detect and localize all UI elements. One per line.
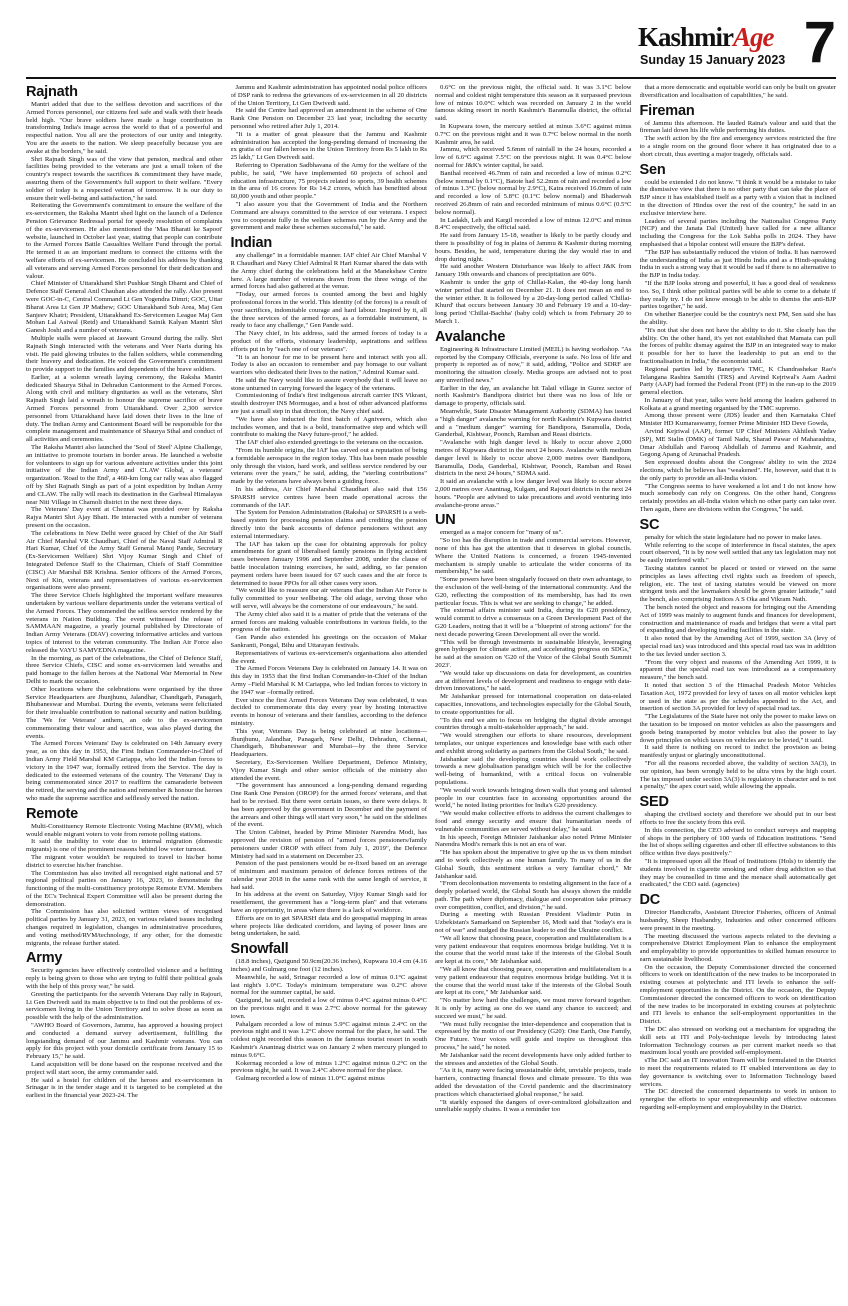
article-headline: Army [26,950,63,967]
article-paragraph: "It's not that she does not have the ability to do it. She clearly has the ability. On the other hand, it's yet not established that Mamata can pull the forces of public dismay against the BJP in an integrated way to make it possible for her to have the leadership to put an end to the fractionalisation in India," the economist said. [639,326,836,365]
article-paragraph: He said from January 15-18, weather is likely to be partly cloudy and there is possibility of fog in plains of Jammu & Kashmir during morning hours. Besides, he said, temperature during the day would rise in and drop during night. [435,232,632,263]
article-paragraph: (18.8 inches), Qazigund 50.9cm(20.36 inches), Kupwara 10.4 cm (4.16 inches) and Gulmarg one foot (12 inches). [230,958,427,974]
article-paragraph: shaping the civilised society and therefore we should put in our best efforts to free the society from this evil. [639,811,836,826]
article-paragraph: "We all know that choosing peace, cooperation and multilateralism is a very patient endeavour that requires enormous bridge building. Yet it is the course that the world must take if the interests of the Global South are kept at its core," Mr Jaishankar said. [435,966,632,997]
page-number: 7 [803,10,836,75]
article-paragraph: of Jammu this afternoon. He lauded Raina's valour and said that the fireman laid down his life while performing his duties. [639,119,836,135]
article-paragraph: The Union Cabinet, headed by Prime Minister Narendra Modi, has approved the revision of pension of "armed forces pensioners/family pensioners under OROP with effect from July 1, 2019", the Defence Ministry had said in a statement on December 23. [230,829,427,860]
article-paragraph: Mr Jaishankar pressed for international cooperation on data-related capacities, innovations, and technologies especially for the Global South, to create opportunities for all. [435,693,632,716]
article-paragraph: Ever since the first Armed Forces Veterans Day was celebrated, it was decided to commemorate this day every year by hosting interactive events in honour of veterans and their families, according to the defence ministry. [230,696,427,727]
article-headline: Fireman [639,102,695,119]
article-paragraph: Greeting the participants for the seventh Veterans Day rally in Rajouri, Lt Gen Dwivedi said its main objective is to find out the problems of ex-servicemen living in the Union Territory and to solve those as soon as possible with the help of the administration. [26,990,223,1022]
article-paragraph: "I also assure you that the Government of India and the Northern Command are always committed to the service of our veterans. I expect you to cooperate fully in the welfare schemes run by the Army and the government and make these schemes successful," he said. [230,200,427,232]
article-paragraph: The Armed Forces Veterans' Day is celebrated on 14th January every year, as on this day in 1953, the First Indian Commander-in-Chief of Indian Army Field Marshal KM Cariappa, who led the Indian forces to victory in the 1947 war, formally retired from the Service. The day is dedicated to the esteemed veterans of the country. The Veterans' Day is being commemorated since 2017 to reaffirm the camaraderie between the retired, the serving and the nation and remember & honour the heroes who made the supreme sacrifice and selflessly served the nation. [26,740,223,802]
article-paragraph: "We would work towards bringing down walls that young and talented people in our countries face in accessing opportunities around the world," he noted listing priorities for India's G20 presidency. [435,786,632,810]
article-paragraph: "We would like to reassure our air veterans that the Indian Air Force is fully committed to your wellbeing. The old adage, serving those who will serve, will always be the cornerstone of our endeavours," he said. [230,587,427,610]
article-headline: Remote [26,805,78,822]
article-paragraph: "Avalanche with high danger level is likely to occur above 2,000 metres of Kupwara district in the next 24 hours. Avalanche with medium danger level is likely to occur above 2,000 metres over Bandipora, Baramulla, Doda, Ganderbal, Kishtwar, Poonch, Ramban and Reasi districts in the next 24 hours," SDMA said. [435,439,632,478]
article-headline: SC [639,516,660,533]
article-paragraph: Multi-Constituency Remote Electronic Voting Machine (RVM), which would enable migrant voters to vote from remote polling stations. [26,822,223,838]
article-headline: DC [639,892,661,909]
article-paragraph: "For all the reasons recorded above, the validity of section 3A(3), in our opinion, has been wrongly held to be ultra vires by the high court. The tax imposed under section 3A(3) is regulatory in character and is not a penalty," the apex court said, while allowing the appeals. [639,759,836,791]
logo-word-age: Age [733,22,774,52]
article-paragraph: "The Congress seems to have weakened a lot and I do not know how much somebody can rely on Congress. On the other hand, Congress certainly provides an all-India vision which no other party can take over. Then again, there are divisions within the Congress," he said. [639,482,836,514]
article-paragraph: that a more democratic and equitable world can only be built on greater diversification and localisation of capabilities," he said. [639,84,836,99]
article-headline: UN [435,512,456,529]
article-paragraph: 0.6°C on the previous night, the official said. It was 3.1°C below normal and coldest night temperature this season as it surpassed previous low of minus 10.0°C which was recorded on January 2 in the world famous skiing resort in north Kashmir's Baramulla district, the official said. [435,84,632,123]
article-paragraph: During a meeting with Russian President Vladimir Putin in Uzbekistan's Samarkand on September 16, Modi said that "today's era is not of war" and nudged the Russian leader to end the Ukraine conflict. [435,911,632,935]
article-paragraph: In his address, Air Chief Marshal Chaudhari also said that 156 SPARSH service centres have been made operational across the commands of the IAF. [230,486,427,509]
article-paragraph: Jammu, which received 5.6mm of rainfall in the 24 hours, recorded a low of 6.6°C against 7.5°C on the previous night. It was 0.4°C below normal for J&K's winter capital, he said. [435,146,632,169]
article-paragraph: "From the very object and reasons of the Amending Act 1999, it is apparent that the special road tax was introduced as a compensatory measure," the bench said. [639,658,836,682]
article-paragraph: Jaishankar said the developing countries should work collectively towards a new globalisation paradigm which will be for the collective well-being of humankind, with a critical focus on vulnerable populations. [435,755,632,786]
article-paragraph: Meanwhile, he said, Srinagar recorded a low of minus 0.1°C against last night's 1.0°C. Today's minimum temperature was 0.2°C above normal for the summer capital, he said. [230,973,427,997]
logo-word-kashmir: Kashmir [638,22,734,52]
article-paragraph: The Veterans' Day event at Chennai was presided over by Raksha Rajya Mantri Shri Ajay Bhatt. He interacted with a number of veterans present on the occasion. [26,506,223,530]
article-paragraph: Kokernag recorded a low of minus 1.2°C against minus 0.2°C on the previous night, he said. It was 2.4°C above normal for the place. [230,1059,427,1075]
article-paragraph: "The government has announced a long-pending demand regarding One Rank One Pension (OROP) for the armed forces' veterans, and that had to be revised. But there were certain issues, so there were delays. It has been approved by the government in December and the payment of the arrears and other things will start very soon," he said on the sidelines of the event. [230,782,427,829]
article-paragraph: "We must fully recognise the inter-dependence and cooperation that is expressed by the motto of our Presidency (G20): One Earth, One Family, One Future. Your voices will guide and inspire us throughout this process," he said," he noted. [435,1020,632,1052]
article-paragraph: "From decolonisation movements to resisting alignment in the face of a deeply polarised world, the Global South has always shown the middle path. The path where diplomacy, dialogue and cooperation take primacy over competition, conflict, and division," he said. [435,880,632,911]
article-columns [26,84,836,1298]
article-paragraph: Multiple stalls were placed at Jaswant Ground during the rally. Shri Rajnath Singh interacted with the veterans and Veer Naris during his visit. He paid glowing tributes to the fallen soldiers, while commending their bravery and dedication. He voiced the Government's commitment to provide support to the families and dependents of the brave soldiers. [26,334,223,374]
article-paragraph: emerged as a major concern for "many of us". [440,529,563,537]
article-paragraph: He said the Navy would like to assure everybody that it will leave no stone unturned in carrying forward the legacy of the veterans. [230,376,427,392]
article-paragraph: "As it is, many were facing unsustainable debt, unviable projects, trade barriers, contracting financial flows and climate pressure. To this was added the devastation of the Covid pandemic and the discriminatory practices which characterised global response," he said. [435,1067,632,1098]
article-paragraph: Commissioning of India's first indigenous aircraft carrier INS Vikrant, stealth destroyer INS Mormugao, and a host of other advanced platforms are just a small step in that direction, the Navy chief said. [230,392,427,416]
article-paragraph: "Some powers have been singularly focused on their own advantage, to the exclusion of the well-being of the international community. And the G20, reflecting the composition of its membership, has had its own particular focus. This is what we are seeking to change," he added. [435,576,632,607]
article-paragraph: Leaders of several parties including the Nationalist Congress Party (NCP) and the Janata Dal (United) have called for a new alliance including the Congress for the Lok Sabha polls in 2024. They have emphasised that a bipolar contest will ensure the BJP's defeat. [639,217,836,248]
article-paragraph: On whether Banerjee could be the country's next PM, Sen said she has the ability. [639,311,836,326]
article-paragraph: Qazigund, he said, recorded a low of minus 0.4°C against minus 0.4°C on the previous night and it was 2.7°C above normal for the gateway town. [230,997,427,1020]
article-headline: Avalanche [435,328,506,345]
article-paragraph: Gulmarg recorded a low of minus 11.0°C against minus [235,1075,385,1083]
article-paragraph: could be extended I do not know. "I think it would be a mistake to take the dismissive view that there is no other party that can take the place of BJP since it has established itself as a party with a vision that is inclined in the direction of Hindus over the rest of the country," he said in an exclusive interview here. [639,178,836,217]
article-paragraph: "We all know that choosing peace, cooperation and multilateralism is a very patient endeavour that requires enormous bridge building. Yet it is the course that the world must take if the interests of the Global South are kept at its core," Mr Jaishankar said. [435,934,632,966]
article-paragraph: "So too has the disruption in trade and commercial services. However, none of this has got the attention that it deserves in global councils. Where the United Nations is concerned, a frozen 1945-invented mechanism is simply unable to articulate the wider concerns of its membership," he said. [435,537,632,576]
article-paragraph: "We would take up discussions on data for development, as countries are at different levels of development and readiness to engage with data-driven innovations," he said. [435,669,632,693]
article-paragraph: Regional parties led by Banerjee's TMC, K Chandrashekar Rao's Telangana Rashtra Samithi (TRS) and Arvind Kejriwal's Aam Aadmi Party (AAP) had formed the Federal Front (FF) in the run-up to the 2019 general election. [639,365,836,397]
article-paragraph: The migrant voter wouldn't be required to travel to his/her home district to exercise his/her franchise. [26,853,223,869]
article-paragraph: He said the Centre had approved an amendment in the scheme of One Rank One Pension on December 23 last year, including the security personnel who retired after July 1, 2014. [230,107,427,130]
article-paragraph: "We would strengthen our efforts to share resources, development templates, our unique experiences and knowledge base with each other and exhibit strong solidarity as partners from the Global South," he said. [435,732,632,755]
article-paragraph: Land acquisition will be done based on the response received and the project will start soon, the army commander said. [26,1061,223,1076]
article-paragraph: Among those present were (JDS) leader and then Karnataka Chief Minister HD Kumaraswamy, former Prime Minister HD Deve Gowda, [639,412,836,428]
article-paragraph: In his address at the event on Saturday, Vijoy Kumar Singh said for resettlement, the government has a "long-term plan" and that veterans have an opportunity, in areas where there is a lack of workforce. [230,891,427,915]
article-paragraph: "To this end we aim to focus on bridging the digital divide amongst countries through a multi-stakeholder approach," he said. [435,716,632,732]
article-paragraph: "We would make collective efforts to address the current challenges to food and energy security and ensure that humanitarian needs of vulnerable communities are served without delay," he said. [435,810,632,833]
newspaper-logo [638,24,774,51]
article-paragraph: sThe DC said an IT innovation Team will be formulated in the District to meet the requirements related to IT enabled interventions as day to day governance is switching over to Information Technology based services. [639,1057,836,1088]
article-paragraph: Pahalgam recorded a low of minus 5.9°C against minus 2.4°C on the previous night and it was 1.2°C above normal for the place, he said. The coldest night recorded this season in the famous tourist resort in south Kashmir's Anantnag district was on January 2 when mercury plunged to minus 9.6°C. [230,1020,427,1059]
article-paragraph: Gen Pande also extended his greetings on the occasion of Makar Sankranti, Pongal, Bihu and Uttarayan festivals. [230,634,427,649]
article-paragraph: Banihal received 46.7mm of rain and recorded a low of minus 0.2°C (below normal by 0.1°C), Batote had 52.2mm of rain and recorded a low of minus 1.3°C (below normal by 2.9°C), Katra received 16.0mm of rain and recorded a low of 5.8°C (0.1°C below normal) and Bhaderwah received 26.8mm of rain and recorded minimum of minus 0.6°C (0.5°C below normal). [435,169,632,216]
article-paragraph: "The Legislatures of the State have not only the power to make laws on the taxation to be imposed on motor vehicles as also the passengers and goods being transported by motor vehicles but also the power to lay down principles on which taxes on vehicles are to be levied," it said. [639,713,836,744]
article-paragraph: "If the BJP looks strong and powerful, it has a good deal of weakness too. So, I think other political parties will be able to come to a debate if they really try. I do not know enough to be able to dismiss the anti-BJP parties together," he said. [639,279,836,311]
article-paragraph: The IAF chief also extended greetings to the veterans on the occasion. [235,439,424,447]
article-paragraph: He said another Western Disturbance was likely to affect J&K from January 19th onwards and chances of precipitation are 60%. [435,263,632,279]
article-paragraph: Sen expressed doubts about the Congress' ability to win the 2024 elections, which he believes has "weakened". He, however, said that it is the only party to provide an all-India vision. [639,459,836,482]
article-paragraph: The external affairs minister said India, during its G20 presidency, would commit to drive a consensus on a Green Development Pact of the G20 Leaders, noting that it will be a "blueprint of strong actions" for the next decade powering Green Development all over the world. [435,607,632,638]
article-paragraph: Security agencies have effectively controlled violence and a befitting reply is being given to those who are trying to fulfil their political goals with the help of this proxy war," he said. [26,967,223,991]
article-paragraph: Representatives of various ex-servicemen's organisations also attended the event. [230,649,427,665]
article-paragraph: Shri Rajnath Singh was of the view that pension, medical and other facilities being provided to the veterans are just a small token of the country's respect towards the sacrifices & commitment they have made, assuring them of the Government's full support to their welfare. "Every soldier of today is a respected veteran of tomorrow. It is our duty to ensure their well-being and satisfaction," he said. [26,155,223,202]
article-paragraph: Efforts are on to get SPARSH data and do geospatial mapping in areas where projects like dedicated corridors, and laying of power lines are being undertaken, he said. [230,914,427,938]
article-paragraph: The DC also stressed on working out a mechanism for upgrading the skill sets at ITI and Poly-technique levels by introducing latest Information Technology courses as per current market needs so that maximum local youth are provided self-employment. [639,1026,836,1057]
article-paragraph: "From its humble origins, the IAF has carved out a reputation of being a formidable aerospace in the region today. This has been made possible only through the vision, hard work, and selfless service rendered by our veterans over the years," he said, adding, the "sterling contributions" made by the veterans have always been a guiding force. [230,447,427,486]
article-paragraph: On the occasion, the Deputy Commissioner directed the concerned officers to work on identification of the new trades to be incorporated in existing courses at polytechnic and ITI levels to enhance the self-employment opportunities in the District. On the occasion, the Deputy Commissioner directed the concerned officers to work on identification of the new trades to be incorporated in existing courses at polytechnic and ITI levels to enhance the self-employment opportunities in the District. [639,963,836,1026]
column-3 [435,84,632,1298]
article-headline: Indian [230,235,272,252]
article-paragraph: The System for Pension Administration (Raksha) or SPARSH is a web-based system for processing pension claims and crediting the pension directly into the bank accounts of defence pensioners without any external intermediary. [230,509,427,540]
article-paragraph: "It is a matter of great pleasure that the Jammu and Kashmir administration has accepted the long-pending demand of increasing the ex gratia of our fallen heroes in the Union Territory from Rs 5 lakh to Rs 25 lakh," Lt Gen Dwivedi said. [230,130,427,162]
article-paragraph: "It is impressed upon all the Head of Institutions (Hols) to identify the students involved in cigarette smoking and other drug addiction so that they may be counselled in time and the menace shall automatically get eradicated," the CEO said. (agencies) [639,857,836,889]
article-paragraph: Secretary, Ex-Servicemen Welfare Department, Defence Ministry, Vijoy Kumar Singh and other senior officials of the ministry also attended the event. [230,758,427,782]
article-headline: Snowfall [230,941,289,958]
article-paragraph: Other locations where the celebrations were organised by the three Service Headquarters are Jhunjhunu, Jalandhar, Chandigarh, Panagarh, Bhubaneswar and Mumbai. During the events, veterans were felicitated for their invaluable contribution to national security and nation building. The 'We for Veterans' anthem, an ode to the ex-servicemen commemorating their valour and sacrifice, was also played during the events. [26,685,223,740]
article-paragraph: "It is an honour for me to be present here and interact with you all. Today is also an occasion to remember and pay homage to our valiant warriors who dedicated their lives to the nation," Admiral Kumar said. [230,353,427,377]
article-paragraph: Earlier, at a solemn wreath laying ceremony, the Raksha Mantri dedicated Shaurya Sthal in Dehradun Cantonment to the Armed Forces. Along with civil and military dignitaries as well as the veterans, Shri Rajnath Singh laid a wreath to honour the supreme sacrifice of brave Armed Forces personnel from Uttarakhand. Over 2,300 service personnel from Uttarakhand have laid down their lives in the line of duty. The Indian Army and Cantonment Board will be responsible for the complete management and maintenance of Shaurya Sthal and conduct of all activities and ceremonies. [26,373,223,444]
article-headline: Rajnath [26,84,78,100]
column-4 [640,84,837,1298]
masthead-rule [26,77,836,79]
article-paragraph: Kashmir is under the grip of Chillai-Kalan, the 40-day long harsh winter period that started on December 21. It does not mean an end to the winter either. It is followed by a 20-day-long period called 'Chillai-Khurd' that occurs between January 30 and February 19 and a 10-day-long period 'Chillai-Bachha' (baby cold) which is from February 20 to March 1. [435,278,632,325]
article-paragraph: It said an avalanche with a low danger level was likely to occur above 2,000 metres over Anantnag, Kulgam, and Rajouri districts in the next 24 hours. "People are advised to take precautions and avoid venturing into avalanche-prone areas." [435,478,632,509]
article-paragraph: The DC directed the concerned departments to work in unison to synergise the efforts to spur entrepreneurship and effective outcomes regarding self-employment and employability in the District. [639,1088,836,1112]
article-paragraph: "We have also inducted the first batch of Agniveers, which also includes women, and that is a bold, transformative step and which will contribute to making the Navy future-proof," he added. [230,415,427,439]
article-paragraph: The Army chief also said it is a matter of pride that the veterans of the armed forces are making valuable contributions in various fields, to the progress of the nation. [230,610,427,634]
article-paragraph: In the morning, as part of the celebrations, the Chief of Defence Staff, three Service Chiefs, CISC and some ex-servicemen laid wreaths and paid homage to the fallen heroes at the National War Memorial in New Delhi to mark the occasion. [26,654,223,685]
article-paragraph: any challenge" in a formidable manner. IAF chief Air Chief Marshal V R Chaudhari and Navy Chief Admiral R Hari Kumar shared the dais with the Army chief during the celebrations held at the Manekshaw Centre here. A large number of veterans drawn from the three wings of the armed forces had also gathered at the venue. [230,252,427,291]
article-paragraph: "AWHO Board of Governors, Jammu, has approved a housing project and conducted a demand survey advertisement, fulfilling the longstanding demand of our Jammu and Kashmir veterans. You can apply for this project with your domicile certificate from January 15 to February 15," he said. [26,1022,223,1061]
article-paragraph: Arvind Kejriwal (AAP), former UP Chief Ministers Akhilesh Yadav (SP), ME Stalin (DMK) of Tamil Nadu, Sharad Pawar of Maharashtra, Omar Abdullah and Farooq Abdullah of Jammu and Kashmir, and Gegong Apang of Arunachal Pradesh. [639,428,836,459]
article-paragraph: In this connection, the CEO advised to conduct surveys and mapping of shops in the periphery of 100 yards of Education institutions. "Send the list of shops selling cigarettes and other ill effective substances to this office within five days positively." [639,826,836,858]
article-paragraph: penalty for which the state legislature had no power to make laws. [644,533,822,541]
article-paragraph: It said the inability to vote due to internal migration (domestic migrants) is one of the prominent reasons behind low voter turnout. [26,838,223,854]
article-paragraph: Director Handicrafts, Assistant Director Fisheries, officers of Animal husbandry, Sheep Husbandry, Industries and other concerned officers were present in the meeting. [639,909,836,932]
article-paragraph: Mr Jaishankar said the recent developments have only added further to the stresses and anxieties of the Global South. [435,1051,632,1067]
article-paragraph: Chief Minister of Uttarakhand Shri Pushkar Singh Dhami and Chief of Defence Staff General Anil Chauhan also attended the rally. Also present were GOC-in-C, Central Command Lt Gen Yogendra Dimri; GOC, Uttar Bharat Area Lt Gen JP Mathew; GOC Uttarakhand Sub Area, Maj Gen Sanjeev Khatri; President, Uttarakhand Ex-Servicemen League Maj Gen Mohan Lal Asiwal (Retd) and Uttarakhand Sainik Kalyan Mantri Shri Ganesh Joshi and a number of veterans. [26,280,223,335]
masthead [0,0,848,78]
column-1 [26,84,223,1298]
column-2 [231,84,428,1298]
article-paragraph: Reiterating the Government's commitment to ensure the welfare of the ex-servicemen, the Raksha Mantri shed light on the launch of a Defence Pension Grievance Redressal portal for speedy resolution of complaints of the ex-servicemen. He also mentioned the 'Maa Bharati ke Sapoot' website, launched in October last year, stating that people can contribute to the Armed Forces Battle Casualties Welfare Fund through the portal. He termed it as an important medium to connect the citizens with the welfare efforts of ex-servicemen. He concluded his address by thanking all veterans and serving Armed Forces personnel for their dedication and valour. [26,202,223,280]
article-paragraph: "Today, our armed forces is counted among the best and highly professional forces in the world. This identity (of the forces) is a result of your sacrifices, indomitable courage and hard labour. Inspired by it, all the three services of the armed forces, as a formidable instrument, is ready to face any challenge," Gen Pande said. [230,291,427,330]
article-paragraph: "The BJP has substantially reduced the vision of India. It has narrowed the understanding of India as just Hindu India and as a Hindi-speaking India in such a strong way that it would be sad if there is no alternative to the BJP in India today. [639,248,836,280]
article-paragraph: "He has spoken about the imperative to give up the us vs them mindset and to work collectively as one human family. To many of us in the Global South, this sentiment strikes a very familiar chord," Mr Jaishankar said. [435,849,632,880]
article-paragraph: The swift action by the fire and emergency services restricted the fire to a single room on the ground floor where it has originated due to a short circuit, thus averting a major tragedy, officials said. [639,135,836,158]
article-paragraph: It also noted that by the Amending Act of 1999, section 3A (levy of special road tax) was introduced and this special road tax was in addition to the tax levied under section 3. [639,635,836,658]
article-headline: SED [639,794,669,811]
article-paragraph: Pension of the past pensioners would be re-fixed based on an average of minimum and maximum pension of defence forces retirees of the calendar year 2018 in the same rank with the same length of service, it had said. [230,860,427,891]
article-paragraph: "No matter how hard the challenges, we must move forward together. It is only by acting as one do we stand any chance to succeed; and succeed we must," he said. [435,997,632,1020]
article-paragraph: The Raksha Mantri also launched the 'Soul of Steel' Alpine Challenge, an initiative to promote tourism in border areas. He launched a website for volunteers to sign up for various adventure activities under this joint initiative of the Indian Army and CLAW Global, a veterans' organization. 'Road to the End', a 460-km long car rally was also flagged off by Shri Rajnath Singh as part of a joint expedition by Indian Army and CLAW. The rally will reach its destination in the Garhwal Himalayas near Niti Village in Chamoli district in the next three days. [26,444,223,506]
article-paragraph: Jammu and Kashmir administration has appointed nodal police officers of DSP rank to redress the grievances of ex-servicemen in all 20 districts of the Union Territory, Lt Gen Dwivedi said. [230,84,427,107]
article-paragraph: The meeting discussed the various aspects related to the devising a comprehensive District Employment Plan to enhance the employment and employability to provide opportunities to skilled human resource to earn sustainable livelihood. [639,932,836,963]
article-paragraph: Engineering & Infrastructure Limited (MEIL) is having workshop. "As reported by the Company Officials, everyone is safe. No loss of life and property is reported as of now," it said, adding, "Police and SDRF are monitoring the situation closely. Media groups are advised not to post any unverified news." [435,345,632,384]
article-paragraph: It said there is nothing on record to indict the provision as being manifestly unjust or glaringly unconstitutional. [639,744,836,760]
article-paragraph: The bench noted the object and reasons for bringing out the Amending Act of 1999 was mainly to augment funds and finances for development, construction and maintenance of roads and bridges that were a vital part of expanding and developing trading facilities in the state. [639,604,836,635]
article-paragraph: In Kupwara town, the mercury settled at minus 3.6°C against minus 0.7°C on the previous night and it was 0.7°C below normal in the north Kashmir area, he said. [435,122,632,146]
article-paragraph: Mantri added that due to the selfless devotion and sacrifices of the Armed Forces personnel, our citizens feel safe and walk with their heads held high. "Our brave soldiers have made a huge contribution in transforming India's image across the world to that of a powerful and respectful nation. You all are the protectors of our unity and integrity. You are the assets to the nation. We sleep peacefully because you are awake at the borders," he said. [26,101,223,155]
article-paragraph: Referring to Operation Sadbhavana of the Army for the welfare of the public, he said, "We have implemented 60 projects of school and education infrastructure, 75 projects related to sports, 39 health schemes in the area of 16 crores for Rs 14.2 crores, which has benefited about 60,000 youth and other people." [230,161,427,201]
article-paragraph: The three Service Chiefs highlighted the important welfare measures undertaken by various welfare departments under the veterans vertical of the Armed Forces. They commended the selfless service rendered by the veterans in Nation Building. The event witnessed the release of SAMMAAN magazine, a yearly journal published by Directorate of Indian Army Veterans (DIAV) covering informative articles and various topics of interest to the veteran community. The Indian Air Force also released the VAYU SAMVEDNA magazine. [26,592,223,654]
article-paragraph: The Commission has also solicited written views of recognised political parties by January 31, 2023, on various related issues including changes required in legislation, changes in administrative procedures, and voting method/RVM/technology, if any other, for the domestic migrants, the release further stated. [26,908,223,947]
article-paragraph: While referring to the scope of interference in fiscal statutes, the apex court observed, "It is by now well settled that any tax legislation may not be easily interfered with." [639,541,836,565]
article-paragraph: The celebrations in New Delhi were graced by Chief of the Air Staff Air Chief Marshal VR Chaudhari, Chief of the Naval Staff Admiral R Hari Kumar, Chief of the Army Staff General Manoj Pande, Secretary (Ex-Servicemen Welfare) Shri Vijoy Kumar Singh and Chief of Integrated Defence Staff to the Chairman, Chiefs of Staff Committee (CISC) Air Marshal BR Krishna. Senior officers of the Armed Forces, Next of Kin, veterans and representatives of various ex-servicemen organisations were also present. [26,529,223,592]
article-headline: Sen [639,161,666,178]
article-paragraph: The Navy chief, in his address, said the armed forces of today is a product of the efforts, visionary leadership, aspirations and selfless efforts put in by "each one of our veterans". [230,330,427,353]
article-paragraph: The Armed Forces Veterans Day is celebrated on January 14. It was on this day in 1953 that the first Indian Commander-in-Chief of the Indian Army –Field Marshal K M Cariappa, who led Indian forces to victory in the 1947 war –formally retired. [230,665,427,696]
article-paragraph: "This will be through investments in sustainable lifestyle, leveraging green hydrogen for climate action, and accelerating progress on SDGs," he said at the session on 'G20 of the Voice of the Global South Summit 2023'. [435,638,632,669]
article-paragraph: Meanwhile, State Disaster Management Authority (SDMA) has issued a "high danger" avalanche warning for north Kashmir's Kupwara district and a "medium danger" warning for Bandipora, Baramulla, Doda, Ganderbal, Kishtwar, Poonch, Ramban and Reasi districts. [435,408,632,439]
article-paragraph: He said a hostel for children of the heroes and ex-servicemen in Srinagar is in the tender stage and it is targeted to be completed at the earliest in the financial year 2023-24. The [26,1076,223,1100]
article-paragraph: This year, Veterans Day is being celebrated at nine locations—Jhunjhunu, Jalandhar, Panagarh, New Delhi, Dehradun, Chennai, Chandigarh, Bhubaneswar and Mumbai—by the three Service Headquarters. [230,727,427,759]
article-paragraph: "It starkly exposed the dangers of over-centralized globalization and unreliable supply chains. It was a reminder too [435,1098,632,1114]
article-paragraph: It noted that section 3 of the Himachal Pradesh Motor Vehicles Taxation Act, 1972 provided for levy of taxes on all motor vehicles kept or used in the state as per the schedules appended to the Act, and insertion of section 3A provided for levy of special road tax. [639,681,836,713]
article-paragraph: In his speech, Foreign Minister Jaishankar also noted Prime Minister Narendra Modi's remark this is not an era of war. [435,833,632,849]
article-paragraph: In Ladakh, Leh and Kargil recorded a low of minus 12.0°C and minus 8.4°C respectively, the official said. [435,216,632,232]
article-paragraph: Taxing statutes cannot be placed or tested or viewed on the same principles as laws affecting civil rights such as freedom of speech, religion, etc. The test of taxing statutes would be viewed on more stringent tests and the lawmakers should be given greater latitude," said the bench, also comprising Justices A S Oka and Vikram Nath. [639,565,836,604]
article-paragraph: The IAF has taken up the case for obtaining approvals for policy amendments for grant of liberalised family pensions in flying accident cases between January 1996 and September 2008, under the clause of battle inoculation training exercises, he said, adding, so far pension payment orders have been issued for 67 such cases and the air force is determined to issue PPOs for all other cases very soon. [230,540,427,587]
issue-date: Sunday 15 January 2023 [640,53,786,67]
article-paragraph: The Commission has also invited all recognised eight national and 57 regional political parties on January 16, 2023, to demonstrate the functioning of the multi-constituency prototype Remote EVM. Members of the EC's Technical Expert Committee will also be present during the demonstration. [26,869,223,908]
article-paragraph: In January of that year, talks were held among the leaders gathered in Kolkata at a grand meeting organised by the TMC supremo. [639,396,836,412]
article-paragraph: Earlier in the day, an avalanche hit Talail village in Gurez sector of north Kashmir's Bandipora district but there was no loss of life or damage to property, officials said. [435,384,632,408]
